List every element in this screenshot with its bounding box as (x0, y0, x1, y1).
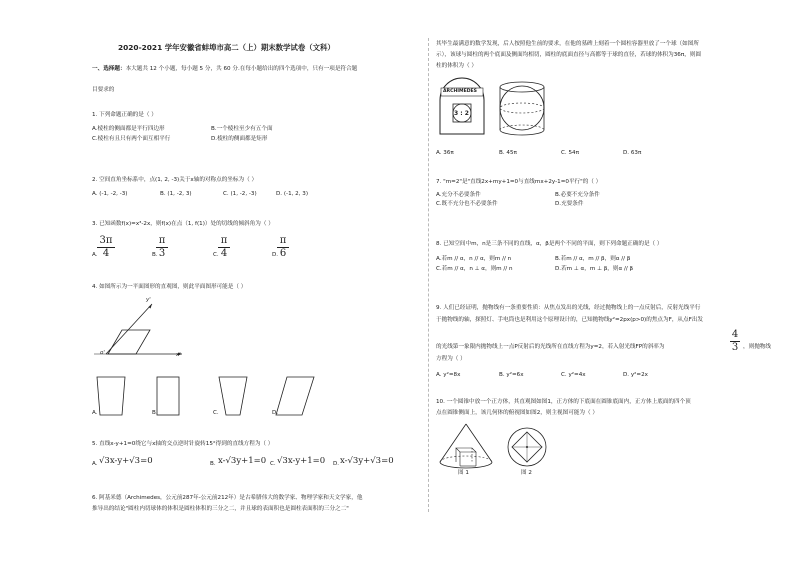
q10-line1: 10. 一个圆锥中放一个正方体，其直观图如图1，正方体的下底面在圆锥底面内，正方体上底面的四个顶 (436, 399, 691, 405)
q9-slope-denominator: 3 (731, 342, 739, 353)
q10-line2: 点在圆锥侧面上，该几何体的俯视图如图2，则主视图可能为（ ） (436, 410, 598, 416)
q9-line1: 9. 人们已经证明，抛物线有一条重要性质：从焦点发出的光线，经过抛物线上的一点反射后，反射光线平行 (436, 305, 701, 311)
q6-fig-label: ARCHIMEDES (443, 89, 477, 94)
section-text-cont: 目要求的 (92, 87, 115, 93)
q6-option-d: D. 63π (623, 150, 642, 156)
column-divider (428, 38, 430, 512)
q5-option-b-expr: x-√3y+1=0 (218, 456, 267, 466)
q9-option-b: B. y²=6x (499, 372, 524, 378)
q4-option-c-shape (218, 376, 248, 416)
q3-c-denominator: 4 (220, 248, 228, 259)
q5-option-a-label: A. (92, 461, 98, 467)
q9-option-c: C. y²=4x (561, 372, 586, 378)
q6-option-a: A. 36π (436, 150, 454, 156)
q3-option-b-label: B. (152, 252, 158, 258)
parallelogram (108, 330, 150, 354)
q1-option-c: C.棱柱有且只有两个面互相平行 (92, 136, 171, 142)
q3-stem: 3. 已知函数f(x)=x³-2x，则f(x)在点（1, f(1)）处的切线的倾斜角为（ ） (92, 221, 274, 227)
q1-option-a: A.棱柱的侧面都是平行四边形 (92, 126, 165, 132)
q3-c-numerator: π (220, 235, 228, 246)
q3-a-numerator: 3π (99, 235, 113, 246)
q6-fig-ratio: 3 : 2 (454, 110, 469, 117)
q6-archimedes-figure (434, 70, 554, 138)
q6-line2: 推导出的结论"圆柱内切球体的体积是圆柱体积的三分之二，并且球的表面积也是圆柱表面积的三分之二" (92, 506, 349, 512)
q9-option-d: D. y²=2x (623, 372, 648, 378)
q9-line4: 方程为（ ） (436, 356, 466, 362)
q10-fig2-label: 图 2 (521, 470, 532, 476)
q4-o-label: o' (100, 350, 105, 356)
q3-option-d-fraction (277, 236, 289, 259)
q2-option-c: C. (1, -2, -3) (223, 191, 257, 197)
section-heading: 一、选择题： (92, 66, 126, 72)
q3-option-d-label: D. (272, 252, 279, 258)
q10-cone-figure (436, 422, 496, 470)
q9-line3: 的光线第一象限内抛物线上一点P反射后的光线所在直线方程为y=2，若入射光线FP的斜率为 (436, 344, 665, 350)
q6-option-c: C. 54π (561, 150, 579, 156)
q3-option-c-label: C. (213, 252, 219, 258)
q4-option-a-shape (96, 376, 126, 416)
q9-slope-numerator: 4 (731, 329, 739, 340)
q4-option-b-label: B. (152, 410, 158, 416)
q5-option-b-label: B. (210, 461, 216, 467)
q4-stem: 4. 如图所示为一平面图形的直观图，则此平面图形可能是（ ） (92, 284, 247, 290)
q7-option-d: D.充要条件 (555, 201, 584, 207)
q3-option-a-label: A. (92, 252, 98, 258)
q7-stem: 7. "m=2"是"直线2x+my+1=0与直线mx+2y-1=0平行"的（ ） (436, 179, 602, 185)
q9-option-a: A. y²=8x (436, 372, 461, 378)
q4-option-b-shape (156, 376, 180, 416)
q5-stem: 5. 直线x-y+1=0绕它与x轴的交点逆时针旋转15°得到的直线方程为（ ） (92, 441, 274, 447)
section-header (92, 66, 357, 73)
q2-option-d: D. (-1, 2, 3) (276, 191, 309, 197)
q4-x-label: x' (176, 352, 181, 358)
q8-option-d: D.若m ⊥ α，m ⊥ β，则α // β (555, 266, 634, 272)
q7-option-c: C.既不充分也不必要条件 (436, 201, 498, 207)
q4-option-a-label: A. (92, 410, 98, 416)
q1-option-b: B.一个棱柱至少有五个面 (211, 126, 273, 132)
section-text: 本大题共 12 个小题，每小题 5 分，共 60 分.在每小题给出的四个选项中，只有一项是符合题 (125, 66, 358, 72)
q5-option-d-label: D. (333, 461, 340, 467)
q6-cont1: 其毕生最满意的数学发现，后人按照他生前的要求，在他的墓碑上刻着一个圆柱容器里放了一个球（如图所 (436, 41, 699, 47)
page-title: 2020-2021 学年安徽省蚌埠市高二（上）期末数学试卷（文科） (118, 43, 335, 52)
q8-option-a: A.若m // α，n // α，则m // n (436, 256, 512, 262)
q3-d-denominator: 6 (279, 248, 287, 259)
q8-option-b: B.若m // α，m // β，则α // β (555, 256, 631, 262)
q9-slope-fraction (730, 330, 740, 353)
q2-option-a: A. (-1, -2, -3) (92, 191, 128, 197)
y-axis (106, 304, 152, 354)
q3-d-numerator: π (279, 235, 287, 246)
q3-a-denominator: 4 (102, 248, 110, 259)
q10-top-view-figure (506, 426, 548, 468)
q3-option-a-fraction (97, 236, 115, 259)
q4-y-label: y' (146, 297, 151, 303)
q3-option-c-fraction (218, 236, 230, 259)
q7-option-b: B.必要不充分条件 (555, 192, 600, 198)
q3-b-numerator: π (158, 235, 166, 246)
y-axis-arrow (149, 304, 153, 309)
q5-option-c-expr: √3x-y+1=0 (277, 456, 326, 466)
q6-cont3: 柱的体积为（ ） (436, 63, 477, 69)
q5-option-d-expr: x-√3y+√3=0 (340, 456, 394, 466)
q2-stem: 2. 空间直角坐标系中，点(1, 2, -3)关于x轴的对称点的坐标为（ ） (92, 177, 258, 183)
q1-option-d: D.棱柱的侧面都是矩形 (211, 136, 268, 142)
q10-fig1-label: 图 1 (458, 470, 469, 476)
q6-cont2: 示），该球与圆柱的两个底面及侧面均相切，圆柱的底面直径与高都等于球的直径，若球的体积为36π，则圆 (436, 52, 701, 58)
q5-option-c-label: C. (270, 461, 276, 467)
q7-option-a: A.充分不必要条件 (436, 192, 481, 198)
q8-option-c: C.若m // α，n ⊥ α，则m // n (436, 266, 513, 272)
q5-option-a-expr: √3x-y+√3=0 (99, 456, 153, 466)
q4-option-c-label: C. (213, 410, 219, 416)
q3-b-denominator: 3 (158, 248, 166, 259)
q2-option-b: B. (1, -2, 3) (160, 191, 192, 197)
q3-option-b-fraction (156, 236, 168, 259)
q9-line3-cont: ，则抛物线 (743, 344, 771, 350)
q4-option-d-label: D. (272, 410, 279, 416)
q4-option-d-shape (275, 376, 315, 416)
q1-stem: 1. 下列命题正确的是（ ） (92, 112, 157, 118)
q9-line2: 于抛物线的轴，探照灯、手电筒也是利用这个原理设计的，已知抛物线y²=2px(p>0)的焦点为F，从点F出发 (436, 317, 704, 323)
q6-option-b: B. 45π (499, 150, 517, 156)
q6-line1: 6. 阿基米德（Archimedes，公元前287年-公元前212年）是古希腊伟大的数学家、物理学家和天文学家，他 (92, 495, 363, 501)
q8-stem: 8. 已知空间中m，n是三条不同的直线，α，β是两个不同的平面，则下列命题正确的是（ ） (436, 241, 663, 247)
